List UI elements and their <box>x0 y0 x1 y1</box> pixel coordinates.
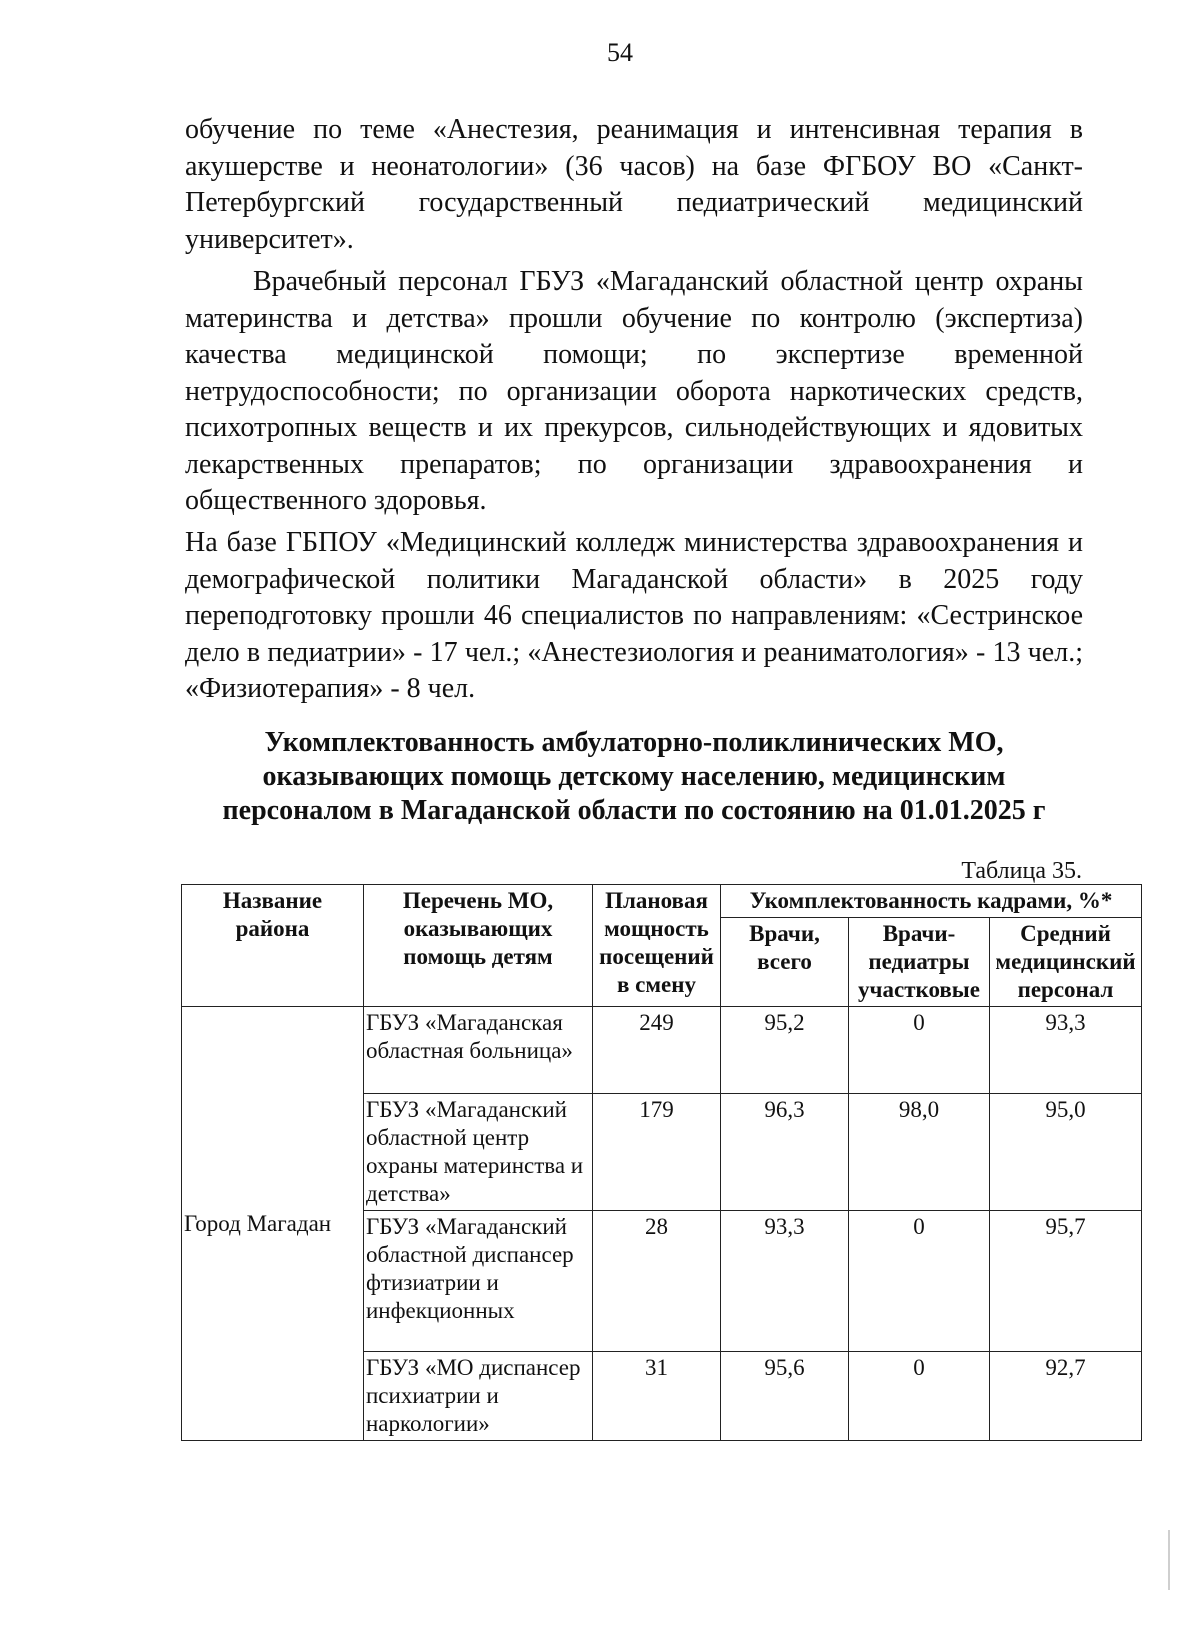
header-nurses: Средний медицинский персонал <box>990 918 1142 1007</box>
mo-cell: ГБУЗ «Магаданская областная больница» <box>364 1007 593 1094</box>
doctors-cell: 95,6 <box>721 1352 849 1441</box>
nurses-cell: 92,7 <box>990 1352 1142 1441</box>
staffing-table <box>181 884 1142 1441</box>
header-district-pediatricians: Врачи-педиатры участковые <box>849 918 990 1007</box>
header-capacity: Плановая мощность посещений в смену <box>593 885 721 1007</box>
paragraph-training-anesthesia <box>185 112 1083 258</box>
table-header-row <box>182 885 1142 918</box>
pediatricians-cell: 98,0 <box>849 1094 990 1211</box>
nurses-cell: 95,0 <box>990 1094 1142 1211</box>
mo-cell: ГБУЗ «МО диспансер психиатрии и наркологии» <box>364 1352 593 1441</box>
paragraph-text: обучение по теме «Анестезия, реанимация и интенсивная терапия в акушерстве и неонатологии» (36 часов) на базе ФГБОУ ВО «Санкт-Петербургский государственный педиатрический медицинский университет». <box>185 114 1083 255</box>
header-region: Название района <box>182 885 364 1007</box>
mo-cell: ГБУЗ «Магаданский областной диспансер фтизиатрии и инфекционных <box>364 1211 593 1352</box>
pediatricians-cell: 0 <box>849 1352 990 1441</box>
capacity-cell: 249 <box>593 1007 721 1094</box>
paragraph-medical-staff-training <box>185 264 1083 520</box>
header-mo-list: Перечень МО, оказывающих помощь детям <box>364 885 593 1007</box>
doctors-cell: 95,2 <box>721 1007 849 1094</box>
paragraph-text: На базе ГБПОУ «Медицинский колледж министерства здравоохранения и демографической политики Магаданской области» в 2025 году переподготовку прошли 46 специалистов по направлениям: «Сестринское дело в педиатрии» - 17 чел.; «Анестезиология и реаниматология» - 13 чел.; «Физиотерапия» - 8 чел. <box>185 527 1083 704</box>
pediatricians-cell: 0 <box>849 1007 990 1094</box>
table-row <box>182 1007 1142 1094</box>
capacity-cell: 31 <box>593 1352 721 1441</box>
scan-artifact <box>1168 1530 1170 1590</box>
region-cell: Город Магадан <box>182 1007 364 1441</box>
table-title: Укомплектованность амбулаторно-поликлинических МО, оказывающих помощь детскому населению, медицинским персоналом в Магаданской области по состоянию на 01.01.2025 г <box>222 727 1046 826</box>
nurses-cell: 95,7 <box>990 1211 1142 1352</box>
paragraph-college-retraining <box>185 525 1083 708</box>
mo-cell: ГБУЗ «Магаданский областной центр охраны материнства и детства» <box>364 1094 593 1211</box>
header-doctors-total: Врачи, всего <box>721 918 849 1007</box>
doctors-cell: 93,3 <box>721 1211 849 1352</box>
paragraph-text: Врачебный персонал ГБУЗ «Магаданский областной центр охраны материнства и детства» прошли обучение по контролю (экспертиза) качества медицинской помощи; по экспертизе временной нетрудоспособности; по организации оборота наркотических средств, психотропных веществ и их прекурсов, сильнодействующих и ядовитых лекарственных препаратов; по организации здравоохранения и общественного здоровья. <box>185 266 1083 516</box>
doctors-cell: 96,3 <box>721 1094 849 1211</box>
table-label: Таблица 35. <box>961 858 1082 884</box>
pediatricians-cell: 0 <box>849 1211 990 1352</box>
capacity-cell: 28 <box>593 1211 721 1352</box>
nurses-cell: 93,3 <box>990 1007 1142 1094</box>
header-staffing: Укомплектованность кадрами, %* <box>721 885 1142 918</box>
page-number: 54 <box>607 38 633 67</box>
capacity-cell: 179 <box>593 1094 721 1211</box>
